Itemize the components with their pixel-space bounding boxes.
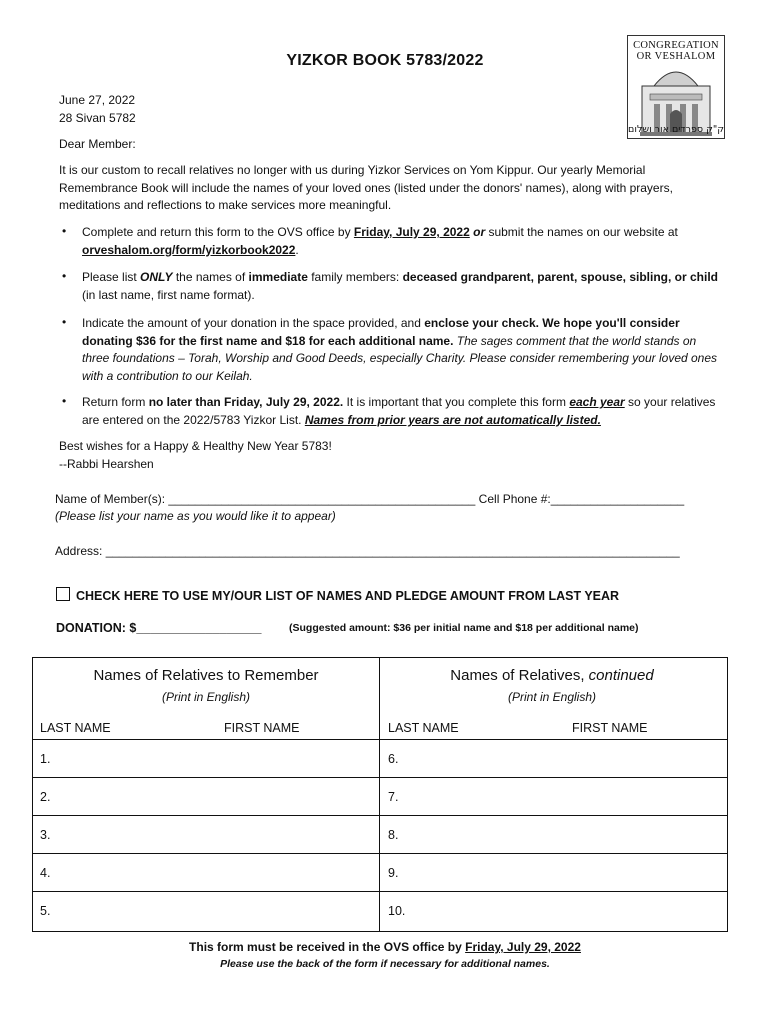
bullet-2-text (82, 269, 722, 304)
row-divider (33, 815, 727, 816)
bullet-4-deadline: no later than Friday, July 29, 2022. (148, 395, 344, 409)
footer-note: Please use the back of the form if necessary for additional names. (220, 958, 550, 970)
table-left-subtitle: (Print in English) (161, 690, 251, 704)
row-4-field[interactable]: 4. (40, 866, 51, 880)
reuse-last-year-checkbox[interactable] (56, 587, 70, 601)
bullet-4-warning: Names from prior years are not automatically listed. (304, 412, 601, 427)
row-5-field[interactable]: 5. (40, 904, 51, 918)
hebrew-congregation-name: ק"ק ספרדים אור ושלום (628, 124, 724, 135)
logo-line-2: OR VESHALOM (636, 51, 716, 62)
bullet-3-donation: enclose your check. We hope you'll consider donating $36 for the first name and $18 for each additional name. (82, 316, 680, 348)
col-first-name-left: FIRST NAME (224, 721, 300, 735)
reuse-last-year-label: CHECK HERE TO USE MY/OUR LIST OF NAMES AND PLEDGE AMOUNT FROM LAST YEAR (76, 589, 620, 603)
table-right-title-main: Names of Relatives, (450, 667, 589, 684)
bullet-2-part: (in last name, first name format). (82, 287, 255, 302)
bullet-2-part: family members: (307, 270, 403, 284)
bullet-2-marker: • (62, 269, 67, 283)
row-1-field[interactable]: 1. (40, 752, 51, 766)
bullet-1-part: submit the names on our website at (485, 225, 678, 239)
row-2-field[interactable]: 2. (40, 790, 51, 804)
bullet-2-part: Please list (82, 270, 141, 284)
logo-line-1: CONGREGATION (633, 40, 719, 51)
address-field[interactable]: Address: ______________________________________________________________________________________ (55, 544, 680, 558)
bullet-3-marker: • (62, 315, 67, 329)
table-right-title-continued: continued (588, 667, 654, 684)
bullet-1-part: . (295, 242, 299, 257)
bullet-2-part: the names of (172, 270, 249, 284)
bullet-2-immediate: immediate (248, 270, 308, 284)
relatives-table (32, 657, 728, 932)
row-divider (33, 739, 727, 740)
bullet-1-or: or (469, 225, 486, 239)
footer-deadline-date: Friday, July 29, 2022 (465, 940, 581, 954)
row-7-field[interactable]: 7. (388, 790, 399, 804)
row-9-field[interactable]: 9. (388, 866, 399, 880)
bullet-4-part: Return form (82, 395, 149, 409)
footer-deadline (0, 940, 770, 954)
closing-signature: --Rabbi Hearshen (59, 457, 154, 471)
website-link[interactable]: orveshalom.org/form/yizkorbook2022 (82, 242, 296, 257)
bullet-1-part: Complete and return this form to the OVS office by (82, 225, 354, 239)
page-title: YIZKOR BOOK 5783/2022 (286, 52, 484, 69)
bullet-4-marker: • (62, 394, 67, 408)
member-name-field[interactable]: Name of Member(s): ______________________________________________ Cell Phone #:____________________ (55, 492, 685, 506)
row-divider (33, 891, 727, 892)
bullet-3-text (82, 315, 722, 385)
col-last-name-right: LAST NAME (388, 721, 459, 735)
bullet-4-text (82, 394, 722, 429)
row-10-field[interactable]: 10. (388, 904, 406, 918)
row-divider (33, 777, 727, 778)
date-english: June 27, 2022 (59, 93, 136, 107)
intro-paragraph: It is our custom to recall relatives no longer with us during Yizkor Services on Yom Kippur. Our yearly Memorial Remembrance Book will include the names of your loved ones (listed under the donors' names), along with prayers, meditations and reflections to make services more meaningful. (59, 163, 673, 213)
bullet-4-each-year: each year (569, 395, 625, 409)
suggested-amount-note: (Suggested amount: $36 per initial name and $18 per additional name) (289, 622, 639, 634)
row-8-field[interactable]: 8. (388, 828, 399, 842)
table-right-subtitle: (Print in English) (507, 690, 597, 704)
row-divider (33, 853, 727, 854)
bullet-3-part: Indicate the amount of your donation in the space provided, and (82, 316, 425, 330)
table-left-title: Names of Relatives to Remember (93, 667, 319, 684)
col-first-name-right: FIRST NAME (572, 721, 648, 735)
date-hebrew: 28 Sivan 5782 (59, 111, 136, 125)
bullet-2-relations: deceased grandparent, parent, spouse, sibling, or child (402, 270, 718, 284)
bullet-1-marker: • (62, 224, 67, 238)
row-3-field[interactable]: 3. (40, 828, 51, 842)
table-right-title (379, 667, 725, 684)
closing-wishes: Best wishes for a Happy & Healthy New Year 5783! (59, 439, 332, 453)
salutation: Dear Member: (59, 137, 136, 151)
bullet-1-deadline: Friday, July 29, 2022 (353, 225, 470, 239)
bullet-2-only: ONLY (140, 270, 173, 284)
row-6-field[interactable]: 6. (388, 752, 399, 766)
col-last-name-left: LAST NAME (40, 721, 111, 735)
member-name-note: (Please list your name as you would like it to appear) (55, 509, 336, 523)
footer-deadline-text: This form must be received in the OVS office by (189, 940, 466, 954)
bullet-3-quote: The sages comment that the world stands on three foundations – Torah, Worship and Good Deeds, especially Charity. Please consider remembering your loved ones with a contribution to our Keilah. (82, 333, 718, 383)
donation-field[interactable]: DONATION: $__________________ (56, 621, 262, 635)
bullet-1-text (82, 224, 722, 259)
bullet-4-part: so your relatives are entered on the 2022/5783 Yizkor List. (82, 395, 716, 427)
bullet-4-part: It is important that you complete this form (343, 395, 570, 409)
